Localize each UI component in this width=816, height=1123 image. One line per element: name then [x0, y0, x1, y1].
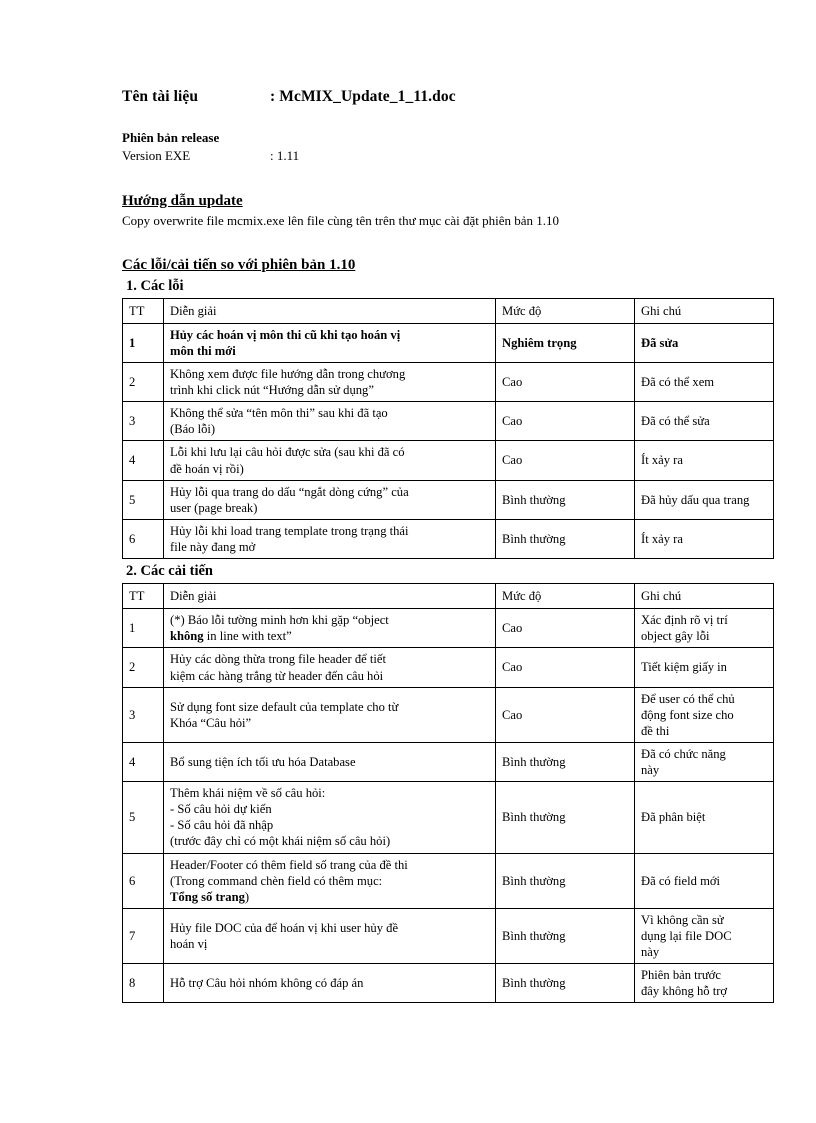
plain-text: Khóa “Câu hỏi” [170, 715, 252, 730]
guide-heading: Hướng dẫn update [122, 193, 243, 210]
row-index-cell: 2 [123, 648, 164, 687]
description-line [170, 889, 490, 905]
row-level-cell: Bình thường [496, 782, 635, 853]
description-line: Hủy lỗi khi load trang template trong trạng thái [170, 523, 409, 538]
description-line: đề hoán vị rồi) [170, 461, 244, 476]
description-line: user (page break) [170, 500, 258, 515]
row-index-cell: 3 [123, 402, 164, 441]
description-line [170, 975, 490, 991]
row-index-cell: 4 [123, 742, 164, 781]
row-level-cell: Bình thường [496, 908, 635, 963]
table-row [123, 402, 774, 441]
table-row [123, 742, 774, 781]
row-note-cell [635, 782, 774, 853]
row-index-cell: 3 [123, 687, 164, 742]
plain-text: Thêm khái niệm về số câu hỏi: [170, 786, 326, 801]
description-line [170, 715, 490, 731]
release-block [122, 129, 774, 164]
bugs-table [122, 298, 774, 559]
table-row [123, 609, 774, 648]
changes-heading: Các lỗi/cải tiến so với phiên bản 1.10 [122, 256, 356, 273]
table-row [123, 908, 774, 963]
row-index-cell: 6 [123, 519, 164, 558]
bugs-table-body [123, 298, 774, 558]
table-row [123, 964, 774, 1003]
plain-text: Bổ sung tiện ích tối ưu hóa Database [170, 754, 356, 769]
row-note-cell: Đã có thể sửa [635, 402, 774, 441]
description-line [170, 857, 490, 873]
plain-text: Hỗ trợ Câu hỏi nhóm không có đáp án [170, 976, 364, 991]
description-line: (Báo lỗi) [170, 422, 216, 437]
description-line [170, 817, 490, 833]
plain-text: ) [244, 889, 250, 904]
plain-text: kiệm các hàng trắng từ header đến câu hỏi [170, 668, 384, 683]
description-line: Lỗi khi lưu lại câu hỏi được sửa (sau khi đã có [170, 445, 405, 460]
row-index-cell: 6 [123, 853, 164, 908]
row-description-cell [164, 609, 496, 648]
row-index-cell: 1 [123, 323, 164, 362]
column-header-tt: TT [123, 298, 164, 323]
description-line [170, 668, 490, 684]
description-line: Không thể sửa “tên môn thi” sau khi đã tạo [170, 406, 388, 421]
row-index-cell: 7 [123, 908, 164, 963]
plain-text: - Số câu hỏi đã nhập [170, 818, 274, 833]
row-note-cell: Đã có thể xem [635, 362, 774, 401]
plain-text: (trước đây chỉ có một khái niệm số câu hỏi) [170, 834, 391, 849]
description-line [170, 628, 490, 644]
table-row [123, 362, 774, 401]
description-line: Hủy các hoán vị môn thi cũ khi tạo hoán vị [170, 327, 401, 342]
version-label: Version EXE [122, 147, 191, 163]
version-value: : 1.11 [270, 147, 300, 163]
version-row [122, 147, 774, 165]
row-index-cell: 1 [123, 609, 164, 648]
guide-text: Copy overwrite file mcmix.exe lên file cùng tên trên thư mục cài đặt phiên bản 1.10 [122, 213, 559, 229]
note-line: Tiết kiệm giấy in [641, 660, 727, 675]
table-row [123, 323, 774, 362]
row-note-cell: Ít xảy ra [635, 441, 774, 480]
table-header-row [123, 298, 774, 323]
note-line: Đã có chức năng [641, 746, 726, 761]
row-description-cell [164, 480, 496, 519]
table-row [123, 441, 774, 480]
row-level-cell: Cao [496, 609, 635, 648]
description-line [170, 801, 490, 817]
row-note-cell [635, 648, 774, 687]
column-header-note: Ghi chú [635, 298, 774, 323]
row-level-cell: Bình thường [496, 853, 635, 908]
improvements-table-wrap [122, 583, 774, 1003]
row-index-cell: 5 [123, 480, 164, 519]
row-level-cell: Cao [496, 441, 635, 480]
table-row [123, 782, 774, 853]
description-line: trình khi click nút “Hướng dẫn sử dụng” [170, 383, 374, 398]
row-index-cell: 2 [123, 362, 164, 401]
emphasis-text: không [170, 629, 204, 644]
note-line: Để user có thể chủ [641, 691, 735, 706]
note-line: đề thi [641, 723, 670, 738]
row-description-cell [164, 964, 496, 1003]
description-line [170, 873, 490, 889]
description-line [170, 920, 490, 936]
row-description-cell [164, 908, 496, 963]
description-line [170, 936, 490, 952]
note-line: này [641, 945, 660, 960]
column-header-level: Mức độ [496, 298, 635, 323]
row-description-cell [164, 742, 496, 781]
improvements-heading: 2. Các cải tiến [126, 563, 213, 580]
row-level-cell: Cao [496, 362, 635, 401]
description-line: môn thi mới [170, 343, 236, 358]
table-row [123, 519, 774, 558]
row-description-cell [164, 687, 496, 742]
note-line: Vì không cần sử [641, 912, 724, 927]
note-line: Đã có field mới [641, 873, 721, 888]
document-content [122, 88, 774, 1003]
plain-text: Sử dụng font size default của template cho từ [170, 699, 399, 714]
plain-text: Header/Footer có thêm field số trang của đề thi [170, 857, 408, 872]
row-note-cell [635, 687, 774, 742]
note-line: object gây lỗi [641, 629, 710, 644]
document-title-label: Tên tài liệu [122, 88, 199, 105]
row-note-cell [635, 964, 774, 1003]
plain-text: hoán vị [170, 937, 208, 952]
changes-block [122, 256, 774, 1004]
guide-block [122, 192, 774, 230]
note-line: động font size cho [641, 707, 734, 722]
row-note-cell: Đã hủy dấu qua trang [635, 480, 774, 519]
row-level-cell: Cao [496, 402, 635, 441]
row-level-cell: Bình thường [496, 519, 635, 558]
note-line: Phiên bản trước [641, 968, 721, 983]
row-index-cell: 4 [123, 441, 164, 480]
note-line: này [641, 763, 660, 778]
note-line: đây không hỗ trợ [641, 984, 728, 999]
table-row [123, 480, 774, 519]
document-title-value: : McMIX_Update_1_11.doc [270, 88, 456, 105]
emphasis-text: Tổng số trang [170, 889, 245, 904]
row-index-cell: 8 [123, 964, 164, 1003]
description-line: Không xem được file hướng dẫn trong chương [170, 366, 406, 381]
plain-text: - Số câu hỏi dự kiến [170, 802, 272, 817]
plain-text: (Trong command chèn field có thêm mục: [170, 873, 383, 888]
column-header-tt: TT [123, 584, 164, 609]
document-title-row [122, 88, 774, 106]
row-note-cell [635, 853, 774, 908]
plain-text: Hủy các dòng thừa trong file header để tiết [170, 652, 386, 667]
description-line [170, 754, 490, 770]
row-level-cell: Bình thường [496, 480, 635, 519]
column-header-note: Ghi chú [635, 584, 774, 609]
description-line [170, 785, 490, 801]
plain-text: Hủy file DOC của để hoán vị khi user hủy đề [170, 920, 399, 935]
plain-text: in line with text” [203, 629, 292, 644]
table-row [123, 648, 774, 687]
row-index-cell: 5 [123, 782, 164, 853]
column-header-description: Diễn giải [164, 298, 496, 323]
description-line [170, 651, 490, 667]
row-note-cell [635, 609, 774, 648]
row-note-cell [635, 742, 774, 781]
improvements-table [122, 583, 774, 1003]
row-level-cell: Bình thường [496, 742, 635, 781]
row-level-cell: Cao [496, 687, 635, 742]
row-note-cell: Ít xảy ra [635, 519, 774, 558]
row-description-cell [164, 362, 496, 401]
row-description-cell [164, 402, 496, 441]
bugs-heading: 1. Các lỗi [126, 277, 184, 294]
bugs-table-wrap [122, 298, 774, 559]
row-level-cell: Nghiêm trọng [496, 323, 635, 362]
row-note-cell: Đã sửa [635, 323, 774, 362]
table-row [123, 853, 774, 908]
row-description-cell [164, 853, 496, 908]
table-header-row [123, 584, 774, 609]
note-line: Xác định rõ vị trí [641, 613, 728, 628]
row-level-cell: Cao [496, 648, 635, 687]
table-row [123, 687, 774, 742]
row-description-cell [164, 519, 496, 558]
row-description-cell [164, 323, 496, 362]
row-description-cell [164, 782, 496, 853]
description-line: Hủy lỗi qua trang do dấu “ngắt dòng cứng” của [170, 484, 409, 499]
description-line [170, 833, 490, 849]
changes-heading-wrap [122, 256, 774, 274]
guide-heading-wrap [122, 192, 774, 210]
note-line: Đã phân biệt [641, 810, 706, 825]
description-line: file này đang mở [170, 539, 256, 554]
description-line [170, 612, 490, 628]
column-header-description: Diễn giải [164, 584, 496, 609]
row-note-cell [635, 908, 774, 963]
row-description-cell [164, 441, 496, 480]
description-line [170, 699, 490, 715]
row-description-cell [164, 648, 496, 687]
column-header-level: Mức độ [496, 584, 635, 609]
plain-text: (*) Báo lỗi tường minh hơn khi gặp “object [170, 613, 389, 628]
note-line: dụng lại file DOC [641, 929, 732, 944]
release-heading: Phiên bản release [122, 130, 220, 145]
improvements-table-body [123, 584, 774, 1003]
row-level-cell: Bình thường [496, 964, 635, 1003]
